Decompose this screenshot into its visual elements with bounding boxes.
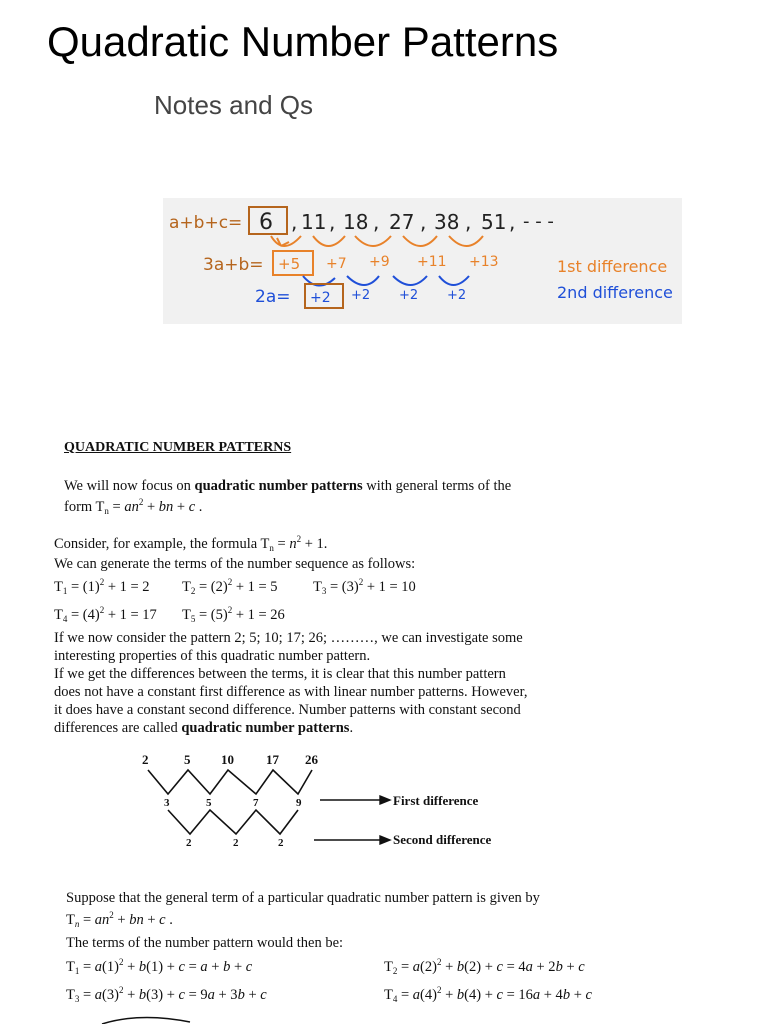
term-3: 10 [221,752,234,767]
seq-comma: , [373,210,380,234]
intro-line-2: form $T_n = an^2$ + bn + c . [64,497,203,516]
first-diff-3: +9 [369,254,390,270]
interesting-line: interesting properties of this quadratic number pattern. [54,648,371,664]
second-diff-2: 2 [233,837,239,849]
consider-line: Consider, for example, the formula $T_n = n^2 + 1$. [54,534,328,553]
diagram-lines [148,770,312,834]
difference-diagram-svg [130,748,550,858]
second-diff-3: +2 [399,288,419,303]
first-diff-4: +11 [417,254,447,270]
intro-bold: quadratic number patterns [194,478,363,494]
called-line [54,719,353,737]
second-diff-boxed: +2 [310,290,331,306]
if-diff-line: If we get the differences between the terms, it is clear that this number pattern [54,666,506,682]
intro-text: We will now focus on [64,478,195,494]
general-term-line: $T_n = an^2$ + bn + c . [66,910,173,929]
seq-term-3: 18 [343,210,369,234]
seq-comma: , [291,210,298,234]
first-diff-4: 9 [296,797,302,809]
second-diff-3: 2 [278,837,284,849]
not-constant-line: does not have a constant first difference as with linear number patterns. However, [54,684,528,700]
section-heading: QUADRATIC NUMBER PATTERNS [64,440,292,455]
seq-comma: , [420,210,427,234]
terms-line-1: $T_1 = (1)^2 + 1 = 2$ [54,577,150,596]
first-diff-2: 5 [206,797,212,809]
seq-term-6: 51 [481,210,507,234]
terms-would-line: The terms of the number pattern would then be: [66,935,344,951]
first-diff-3: 7 [253,797,259,809]
legend-first: 1st difference [557,257,668,276]
terms-line-1c: $T_3 = (3)^2 + 1 = 10$ [313,577,416,596]
second-diff-2: +2 [351,288,371,303]
row1-label: a+b+c= [169,213,243,233]
terms-line-2b: $T_5 = (5)^2 + 1 = 26$ [182,605,285,624]
row2-label: 3a+b= [203,255,264,275]
second-difference-label: Second difference [393,832,492,847]
first-diff-2: +7 [326,256,347,272]
called-text: differences are called [54,720,182,736]
row3-label: 2a= [255,287,291,307]
general-t4: $T_4 = a(4)^2 + b(4) + c = 16a + 4b + c$ [384,985,592,1004]
suppose-line: Suppose that the general term of a particular quadratic number pattern is given by [66,890,540,906]
intro-text-end: with general terms of the [362,478,512,494]
seq-ellipsis: - - - [523,211,554,232]
difference-diagram [130,748,550,858]
first-difference-label: First difference [393,793,479,808]
first-diff-5: +13 [469,254,499,270]
consider-text: Consider, for example, the formula T [54,536,270,552]
general-t2: $T_2 = a(2)^2 + b(2) + c = 4a + 2b + c$ [384,957,585,976]
first-diff-boxed: +5 [278,255,301,273]
called-end: . [349,720,354,736]
cut-off-arc [100,1012,200,1024]
seq-term-2: 11 [301,210,327,234]
page-subtitle: Notes and Qs [154,90,313,120]
second-diff-4: +2 [447,288,467,303]
terms-line-2: $T_4 = (4)^2 + 1 = 17$ [54,605,157,624]
general-t1: $T_1 = a(1)^2 + b(1) + c = a + b + c$ [66,957,253,976]
seq-comma: , [465,210,472,234]
second-diff-1: 2 [186,837,192,849]
seq-comma: , [329,210,336,234]
first-term: 6 [259,210,273,235]
term-4: 17 [266,752,279,767]
constant-second-line: it does have a constant second difference. Number patterns with constant second [54,702,521,718]
intro-line-1 [64,477,511,495]
term-1: 2 [142,752,149,767]
seq-term-4: 27 [389,210,415,234]
intro-form-text: form T [64,499,105,515]
page-title: Quadratic Number Patterns [47,18,559,65]
term-2: 5 [184,752,191,767]
first-diff-1: 3 [164,797,170,809]
seq-term-5: 38 [434,210,460,234]
terms-line-1b: $T_2 = (2)^2 + 1 = 5$ [182,577,278,596]
diagram-arrows [314,796,390,844]
generate-line: We can generate the terms of the number sequence as follows: [54,556,416,572]
legend-second: 2nd difference [557,283,673,302]
term-5: 26 [305,752,318,767]
called-bold: quadratic number patterns [181,720,350,736]
seq-comma: , [509,210,516,234]
general-t3: $T_3 = a(3)^2 + b(3) + c = 9a + 3b + c$ [66,985,267,1004]
if-pattern-line: If we now consider the pattern 2; 5; 10; 17; 26; ………, we can investigate some [54,630,523,646]
